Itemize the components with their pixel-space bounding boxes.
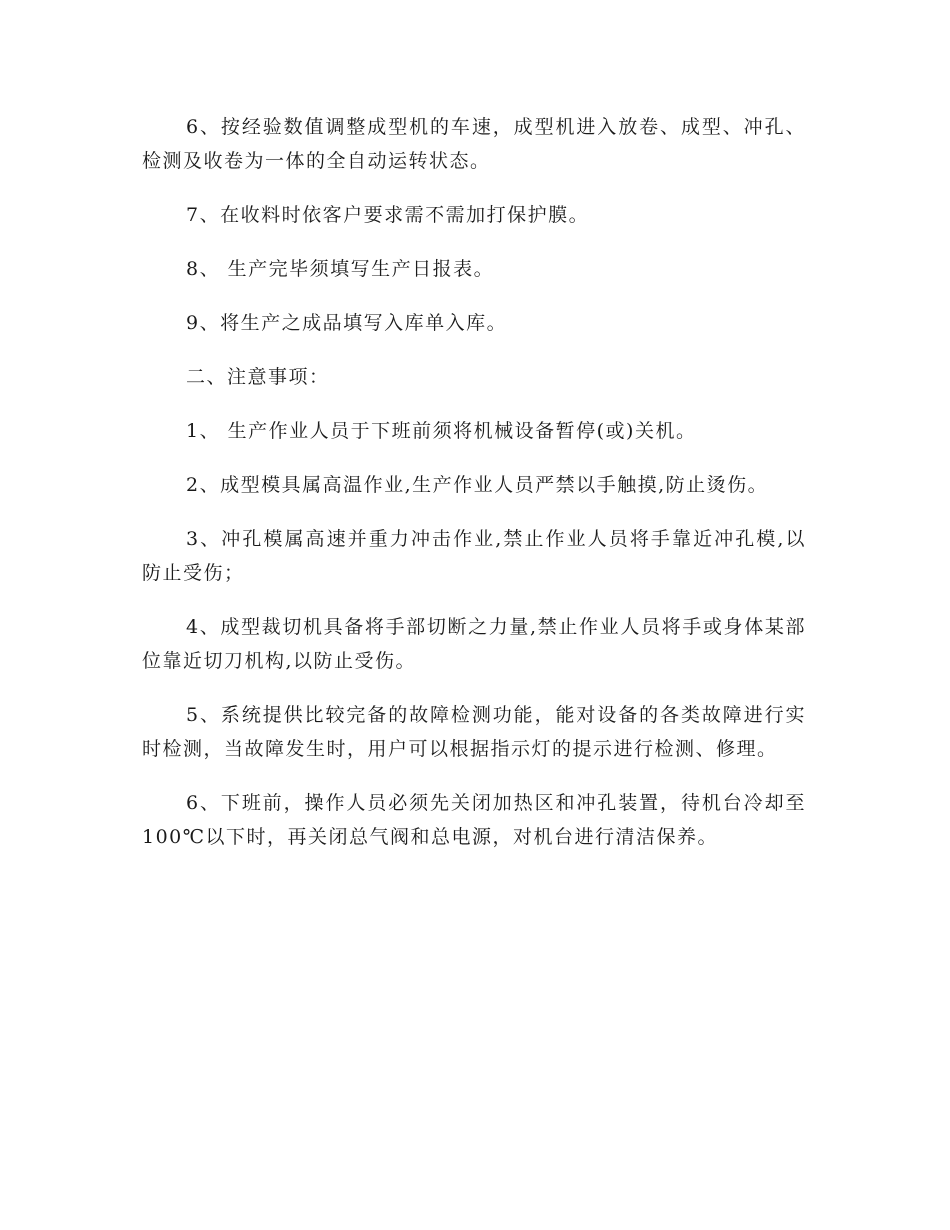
paragraph-step-6: 6、按经验数值调整成型机的车速，成型机进入放卷、成型、冲孔、检测及收卷为一体的全自动运转状态。 <box>142 116 806 172</box>
paragraph-precaution-3: 3、冲孔模属高速并重力冲击作业,禁止作业人员将手靠近冲孔模,以防止受伤； <box>142 528 806 584</box>
paragraph-precaution-5: 5、系统提供比较完备的故障检测功能，能对设备的各类故障进行实时检测，当故障发生时，用户可以根据指示灯的提示进行检测、修理。 <box>142 704 806 760</box>
paragraph-precaution-1: 1、 生产作业人员于下班前须将机械设备暂停(或)关机。 <box>186 420 697 442</box>
section-heading-precautions: 二、注意事项： <box>186 366 330 388</box>
paragraph-precaution-4: 4、成型裁切机具备将手部切断之力量,禁止作业人员将手或身体某部位靠近切刀机构,以防止受伤。 <box>142 616 806 672</box>
paragraph-precaution-6: 6、下班前，操作人员必须先关闭加热区和冲孔装置，待机台冷却至100℃以下时，再关闭总气阀和总电源，对机台进行清洁保养。 <box>142 792 806 848</box>
paragraph-step-7: 7、在收料时依客户要求需不需加打保护膜。 <box>186 204 590 226</box>
paragraph-step-9: 9、将生产之成品填写入库单入库。 <box>186 312 508 334</box>
paragraph-step-8: 8、 生产完毕须填写生产日报表。 <box>186 258 495 280</box>
paragraph-precaution-2: 2、成型模具属高温作业,生产作业人员严禁以手触摸,防止烫伤。 <box>186 474 769 496</box>
document-body <box>142 110 806 874</box>
